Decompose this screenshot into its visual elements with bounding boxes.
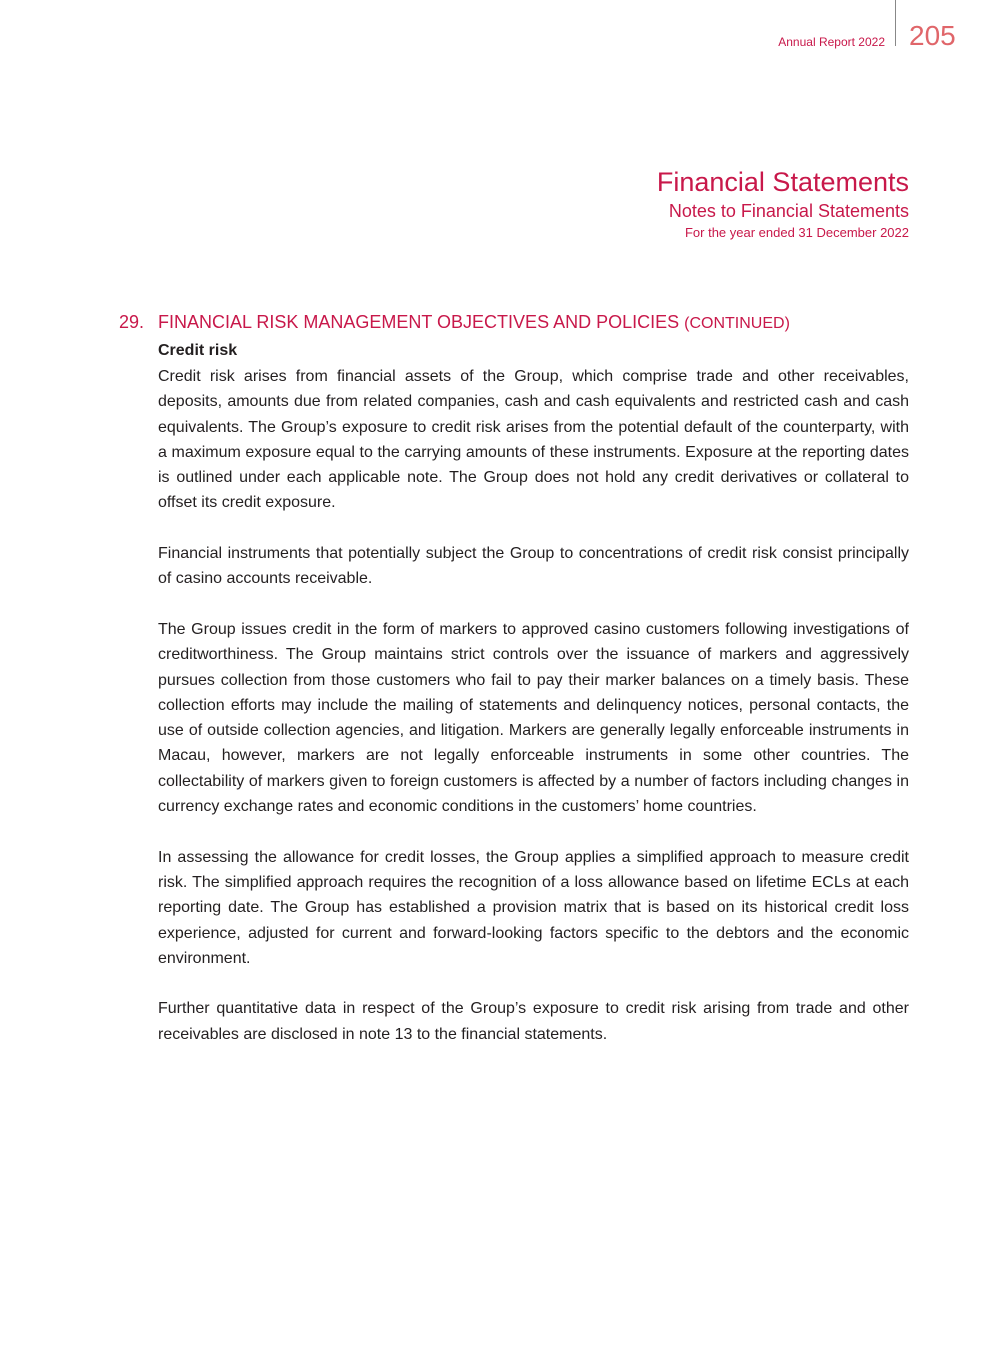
section-heading: [119, 310, 909, 336]
paragraph: Credit risk arises from financial assets of the Group, which comprise trade and other receivables, deposits, amounts due from related companies, cash and cash equivalents and restricted cash and cash equivalents. The Group’s exposure to credit risk arises from the potential default of the counterparty, with a maximum exposure equal to the carrying amounts of these instruments. Exposure at the reporting dates is outlined under each applicable note. The Group does not hold any credit derivatives or collateral to offset its credit exposure.: [158, 368, 909, 512]
period-label: For the year ended 31 December 2022: [684, 225, 909, 240]
subheading: Credit risk: [158, 342, 238, 359]
paragraph: In assessing the allowance for credit losses, the Group applies a simplified approach to measure credit risk. The simplified approach requires the recognition of a loss allowance based on lifetime ECLs at each reporting date. The Group has established a provision matrix that is based on its historical credit loss experience, adjusted for current and forward-looking factors specific to the debtors and the economic environment.: [158, 848, 909, 967]
report-label: Annual Report 2022: [778, 35, 885, 49]
section-title: FINANCIAL RISK MANAGEMENT OBJECTIVES AND POLICIES: [158, 312, 680, 332]
page-title: Financial Statements: [656, 167, 909, 197]
title-block: [657, 166, 909, 242]
note-section: [119, 310, 909, 1072]
paragraph: Financial instruments that potentially subject the Group to concentrations of credit risk consist principally of casino accounts receivable.: [158, 545, 909, 588]
paragraph: The Group issues credit in the form of markers to approved casino customers following investigations of creditworthiness. The Group maintains strict controls over the issuance of markers and aggressively pursues collection from those customers who fail to pay their marker balances on a timely basis. These collection efforts may include the mailing of statements and delinquency notices, personal contacts, the use of outside collection agencies, and litigation. Markers are generally legally enforceable instruments in Macau, however, markers are not legally enforceable instruments in some other countries. The collectability of markers given to foreign customers is affected by a number of factors including changes in currency exchange rates and economic conditions in the customers’ home countries.: [158, 620, 909, 816]
continued-label: (CONTINUED): [684, 315, 790, 332]
page-subtitle: Notes to Financial Statements: [668, 201, 909, 221]
section-number: 29.: [119, 312, 145, 332]
header-divider: [895, 0, 896, 46]
page-number: 205: [909, 20, 956, 51]
paragraph: Further quantitative data in respect of the Group’s exposure to credit risk arising from trade and other receivables are disclosed in note 13 to the financial statements.: [158, 1000, 909, 1043]
